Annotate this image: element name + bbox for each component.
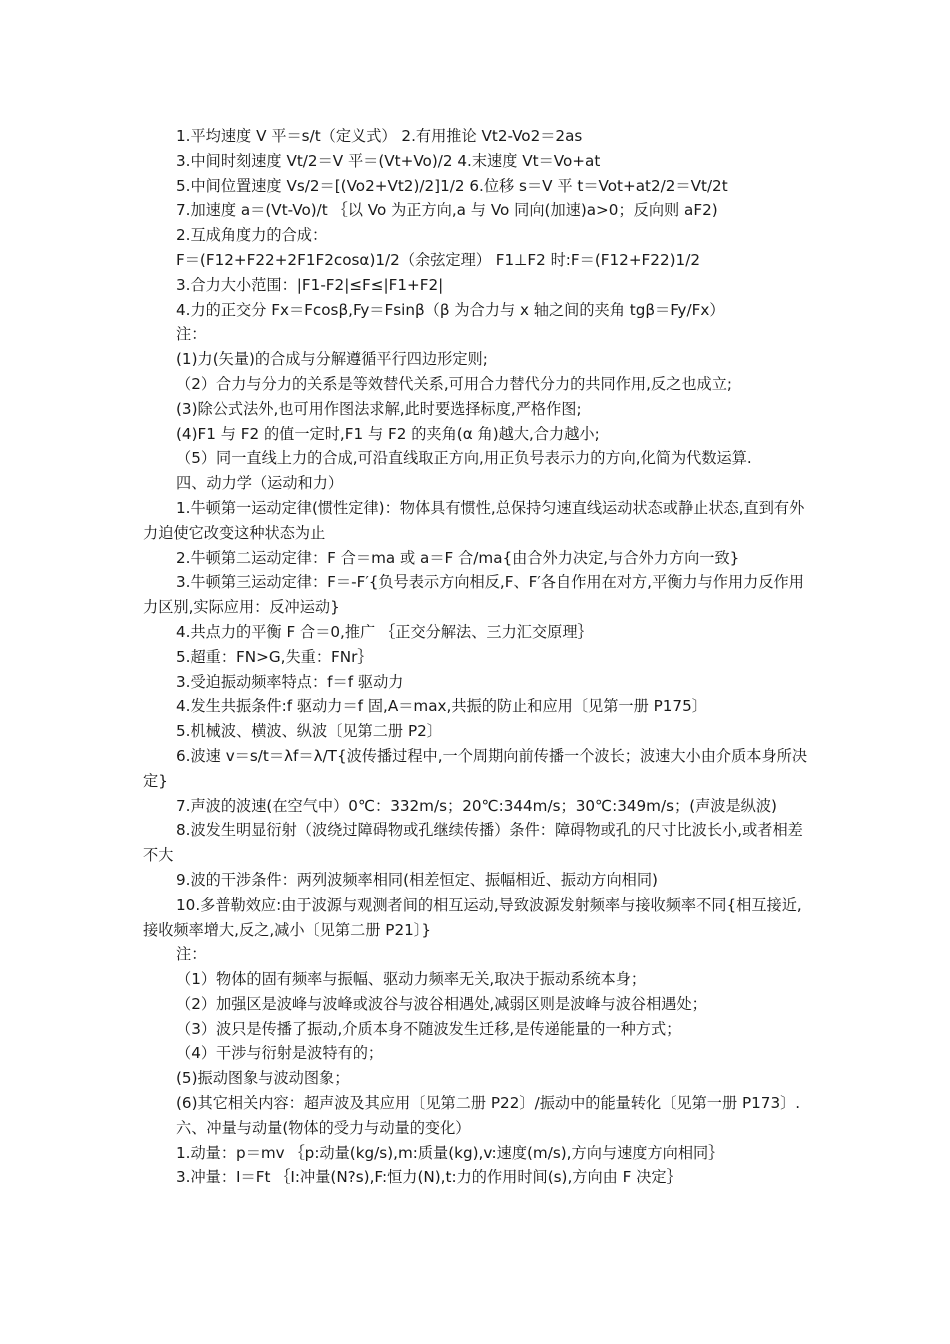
text-line: 4.共点力的平衡 F 合＝0,推广 ｛正交分解法、三力汇交原理｝ — [176, 622, 593, 641]
text-line: 1.平均速度 V 平＝s/t（定义式） 2.有用推论 Vt2-Vo2＝2as — [176, 127, 583, 145]
text-paragraph: 8.波发生明显衍射（波绕过障碍物或孔继续传播）条件：障碍物或孔的尺寸比波长小,或者相差不大 — [143, 821, 803, 865]
text-line: （3）波只是传播了振动,介质本身不随波发生迁移,是传递能量的一种方式； — [176, 1019, 682, 1038]
section-heading: 六、冲量与动量(物体的受力与动量的变化） — [176, 1118, 471, 1137]
text-line: （2）合力与分力的关系是等效替代关系,可用合力替代分力的共同作用,反之也成立; — [176, 374, 732, 393]
text-line: 2.互成角度力的合成： — [176, 226, 328, 245]
text-line: 7.加速度 a＝(Vt-Vo)/t ｛以 Vo 为正方向,a 与 Vo 同向(加速)a>0；反向则 aF2) — [176, 201, 718, 220]
text-line: （1）物体的固有频率与振幅、驱动力频率无关,取决于振动系统本身； — [176, 970, 647, 989]
text-line: （4）干涉与衍射是波特有的； — [176, 1044, 384, 1063]
text-paragraph: 10.多普勒效应:由于波源与观测者间的相互运动,导致波源发射频率与接收频率不同{相互接近,接收频率增大,反之,减小〔见第二册 P21〕} — [143, 895, 802, 939]
text-line: (5)振动图象与波动图象； — [176, 1069, 350, 1088]
text-line: 1.动量：p＝mv ｛p:动量(kg/s),m:质量(kg),v:速度(m/s),方向与速度方向相同｝ — [176, 1143, 724, 1162]
text-line: 7.声波的波速(在空气中）0℃：332m/s；20℃:344m/s；30℃:349m/s；(声波是纵波) — [176, 796, 777, 815]
text-line: (4)F1 与 F2 的值一定时,F1 与 F2 的夹角(α 角)越大,合力越小; — [176, 424, 600, 443]
text-line: F＝(F12+F22+2F1F2cosα)1/2（余弦定理） F1⊥F2 时:F＝(F12+F22)1/2 — [176, 250, 700, 269]
text-paragraph: (6)其它相关内容：超声波及其应用〔见第二册 P22〕/振动中的能量转化〔见第一册 P173〕. — [176, 1094, 801, 1113]
text-paragraph: 1.牛顿第一运动定律(惯性定律)：物体具有惯性,总保持匀速直线运动状态或静止状态,直到有外力迫使它改变这种状态为止 — [143, 498, 805, 542]
text-line: 4.力的正交分 Fx＝Fcosβ,Fy＝Fsinβ（β 为合力与 x 轴之间的夹角 tgβ＝Fy/Fx） — [176, 300, 725, 319]
section-heading: 四、动力学（运动和力） — [176, 474, 344, 493]
text-line: （5）同一直线上力的合成,可沿直线取正方向,用正负号表示力的方向,化简为代数运算. — [176, 449, 752, 468]
text-line: (1)力(矢量)的合成与分解遵循平行四边形定则; — [176, 350, 488, 369]
text-paragraph: 6.波速 v＝s/t＝λf＝λ/T{波传播过程中,一个周期向前传播一个波长；波速大小由介质本身所决定} — [143, 746, 808, 790]
text-line: 5.机械波、横波、纵波〔见第二册 P2〕 — [176, 722, 442, 741]
text-line: 注： — [176, 325, 207, 344]
text-line: 4.发生共振条件:f 驱动力＝f 固,A＝max,共振的防止和应用〔见第一册 P175〕 — [176, 697, 707, 716]
text-line: 9.波的干涉条件：两列波频率相同(相差恒定、振幅相近、振动方向相同) — [176, 870, 658, 889]
text-line: 3.中间时刻速度 Vt/2＝V 平＝(Vt+Vo)/2 4.末速度 Vt＝Vo+at — [176, 151, 601, 170]
document-page — [143, 124, 811, 1190]
text-line: 3.受迫振动频率特点：f＝f 驱动力 — [176, 672, 404, 691]
text-line: 5.超重：FN>G,失重：FNr｝ — [176, 647, 373, 666]
text-line: 注： — [176, 945, 207, 964]
text-line: （2）加强区是波峰与波峰或波谷与波谷相遇处,减弱区则是波峰与波谷相遇处； — [176, 994, 707, 1013]
text-line: 3.合力大小范围：|F1-F2|≤F≤|F1+F2| — [176, 275, 444, 294]
text-line: 5.中间位置速度 Vs/2＝[(Vo2+Vt2)/2]1/2 6.位移 s＝V 平 t＝Vot+at2/2＝Vt/2t — [176, 176, 728, 195]
text-line: 2.牛顿第二运动定律：F 合＝ma 或 a＝F 合/ma{由合外力决定,与合外力方向一致} — [176, 548, 740, 567]
text-line: (3)除公式法外,也可用作图法求解,此时要选择标度,严格作图; — [176, 399, 582, 418]
text-paragraph: 3.牛顿第三运动定律：F＝-F′{负号表示方向相反,F、F′各自作用在对方,平衡力与作用力反作用力区别,实际应用：反冲运动} — [143, 573, 804, 617]
text-line: 3.冲量：I＝Ft ｛I:冲量(N?s),F:恒力(N),t:力的作用时间(s),方向由 F 决定｝ — [176, 1168, 682, 1187]
